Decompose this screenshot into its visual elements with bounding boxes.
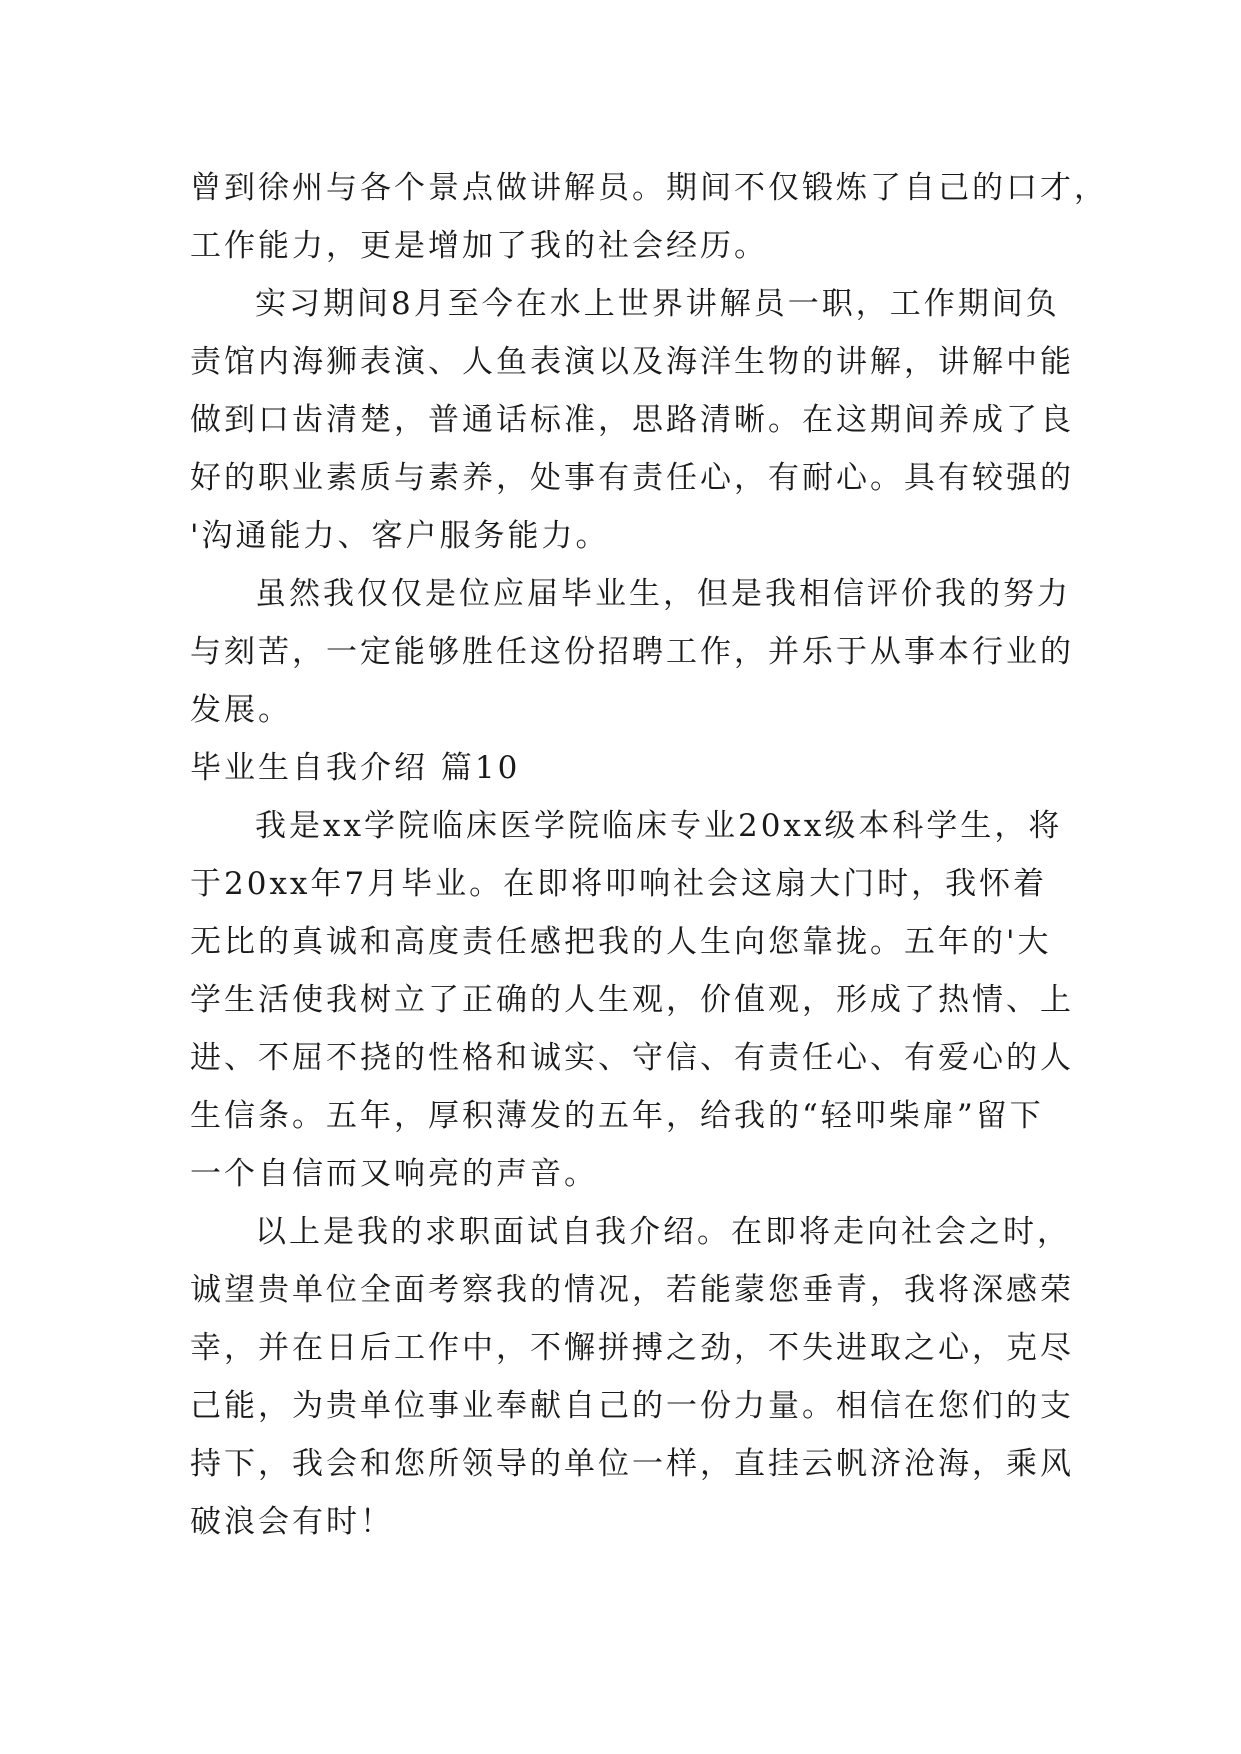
text-line: 与刻苦，一定能够胜任这份招聘工作，并乐于从事本行业的 (190, 634, 1074, 670)
text-line: 己能，为贵单位事业奉献自己的一份力量。相信在您们的支 (190, 1388, 1074, 1424)
text-line: 破浪会有时！ (190, 1504, 394, 1540)
text-line: 学生活使我树立了正确的人生观，价值观，形成了热情、上 (190, 982, 1074, 1018)
text-line: 做到口齿清楚，普通话标准，思路清晰。在这期间养成了良 (190, 402, 1074, 438)
text-line: 无比的真诚和高度责任感把我的人生向您靠拢。五年的'大 (190, 924, 1052, 960)
section-heading: 毕业生自我介绍 篇10 (190, 750, 521, 786)
text-line: 进、不屈不挠的性格和诚实、守信、有责任心、有爱心的人 (190, 1040, 1074, 1076)
text-line: 发展。 (190, 692, 292, 728)
text-line: 一个自信而又响亮的声音。 (190, 1156, 598, 1192)
text-line: '沟通能力、客户服务能力。 (190, 518, 610, 554)
text-line: 曾到徐州与各个景点做讲解员。期间不仅锻炼了自己的口才， (190, 170, 1108, 206)
text-line: 实习期间8月至今在水上世界讲解员一职，工作期间负 (255, 286, 1060, 322)
text-line: 生信条。五年，厚积薄发的五年，给我的“轻叩柴扉”留下 (190, 1098, 1044, 1134)
text-line: 幸，并在日后工作中，不懈拼搏之劲，不失进取之心，克尽 (190, 1330, 1074, 1366)
text-line: 持下，我会和您所领导的单位一样，直挂云帆济沧海，乘风 (190, 1446, 1074, 1482)
text-line: 工作能力，更是增加了我的社会经历。 (190, 228, 768, 264)
text-line: 虽然我仅仅是位应届毕业生，但是我相信评价我的努力 (255, 576, 1071, 612)
text-line: 诚望贵单位全面考察我的情况，若能蒙您垂青，我将深感荣 (190, 1272, 1074, 1308)
text-line: 于20xx年7月毕业。在即将叩响社会这扇大门时，我怀着 (190, 866, 1048, 902)
text-line: 以上是我的求职面试自我介绍。在即将走向社会之时， (255, 1214, 1071, 1250)
text-line: 责馆内海狮表演、人鱼表演以及海洋生物的讲解，讲解中能 (190, 344, 1074, 380)
text-line: 我是xx学院临床医学院临床专业20xx级本科学生，将 (255, 808, 1063, 844)
text-line: 好的职业素质与素养，处事有责任心，有耐心。具有较强的 (190, 460, 1074, 496)
